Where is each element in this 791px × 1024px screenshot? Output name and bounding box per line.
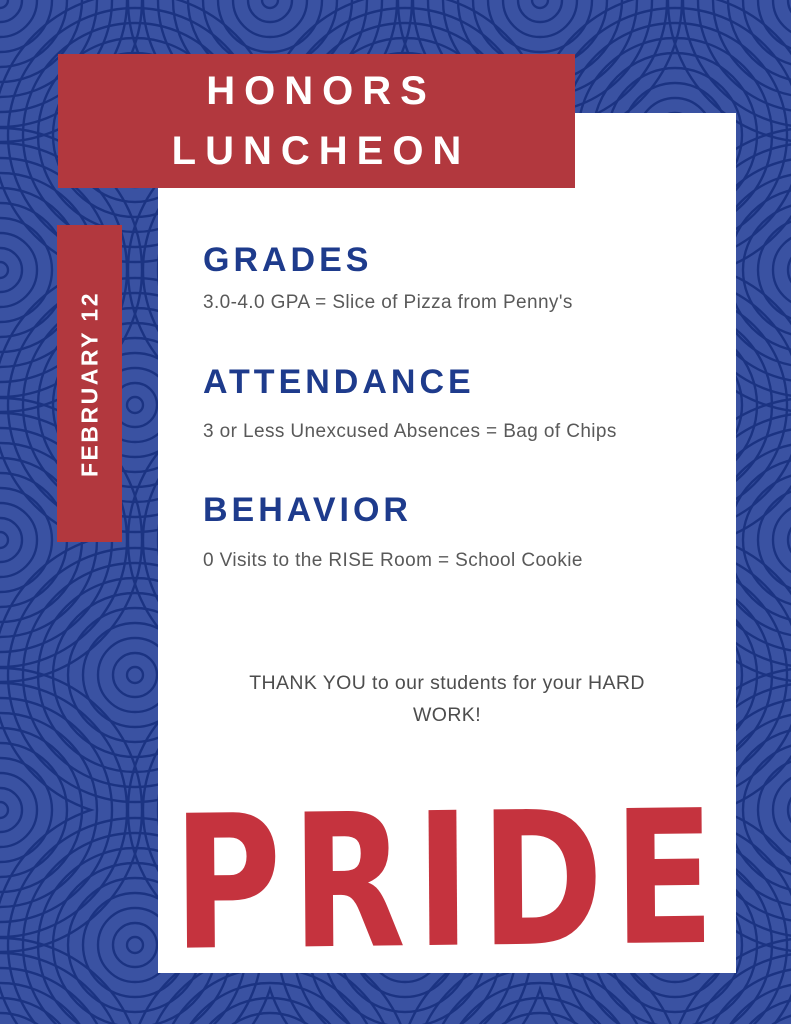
section-grades — [203, 242, 703, 315]
section-detail: 3.0-4.0 GPA = Slice of Pizza from Penny's — [203, 292, 573, 313]
thank-you-note — [158, 667, 736, 731]
date-banner — [57, 225, 122, 542]
section-behavior — [203, 492, 703, 573]
section-heading: BEHAVIOR — [203, 491, 412, 529]
title-line-1: HONORS — [206, 69, 436, 113]
pride-wordmark — [160, 770, 737, 992]
section-heading: GRADES — [203, 241, 373, 279]
title-banner — [58, 54, 575, 188]
section-detail: 0 Visits to the RISE Room = School Cookie — [203, 550, 583, 571]
thank-you-text: THANK YOU to our students for your HARD WORK! — [249, 672, 645, 726]
date-banner-label: FEBRUARY 12 — [76, 290, 102, 477]
pride-text: PRIDE — [172, 770, 725, 992]
title-line-2: LUNCHEON — [171, 129, 471, 173]
section-attendance — [203, 364, 703, 444]
section-heading: ATTENDANCE — [203, 363, 475, 401]
section-detail: 3 or Less Unexcused Absences = Bag of Chips — [203, 421, 617, 442]
